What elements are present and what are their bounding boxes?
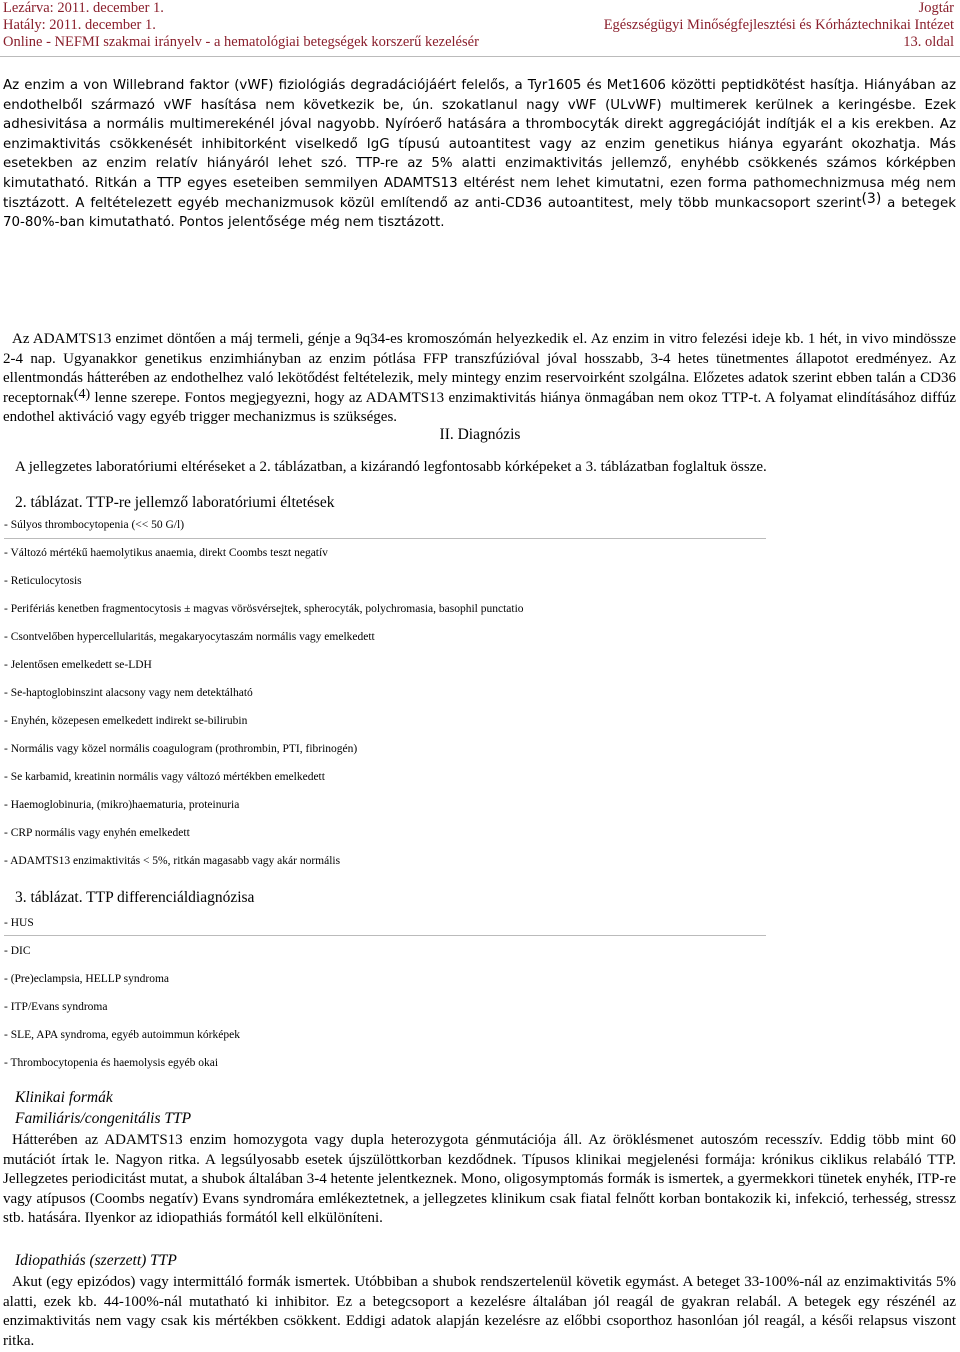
header-closed-date: Lezárva: 2011. december 1.: [3, 0, 164, 16]
table3-item: - ITP/Evans syndroma: [4, 1001, 108, 1013]
header-left: [3, 0, 479, 51]
table2-item: - ADAMTS13 enzimaktivitás < 5%, ritkán magasabb vagy akár normális: [4, 855, 341, 867]
table3-item: - HUS: [4, 917, 34, 929]
clinical-forms-heading: Klinikai formák: [15, 1089, 113, 1106]
table2-item: - Normális vagy közel normális coagulogram (prothrombin, PTI, fibrinogén): [4, 743, 358, 755]
table2-item: - Reticulocytosis: [4, 575, 82, 587]
paragraph-enzyme-function: [3, 76, 956, 233]
table3-item: - Thrombocytopenia és haemolysis egyéb okai: [4, 1057, 219, 1069]
table2-divider: [4, 538, 766, 539]
paragraph-text: Az enzim a von Willebrand faktor (vWF) fiziológiás degradációjáért felelős, a Tyr1605 és Met1606 közötti peptidkötést hasítja. Hiányában az endothelből származó vWF hasítása nem következik be, ún. szokatlanul nagy vWF (ULvWF) multimerek kerülnek a keringésbe. Ezek adhesivitása a normális multimerekénél jóval nagyobb. Nyíróerő hatására a thrombocyták direkt aggregációját indítják el a kis erekben. Az enzimaktivitás csökkenését inhibitorként viselkedő IgG típusú autoantitest vagy az enzim genetikus hiánya egyaránt okozhatja. Más esetekben az enzim relatív hiányáról lehet szó. TTP-re az 5% alatti enzimaktivitás jellemző, enyhébb csökkenés számos kórképben kimutatható. Ritkán a TTP egyes eseteiben semmilyen ADAMTS13 eltérést nem lehet kimutatni, ezen forma pathomechnizmusa még nem tisztázott. A feltételezett egyéb mechanizmusok közül említendő az anti-CD36 autoantitest, mely több munkacsoport szerint: [3, 78, 956, 211]
table3-title: 3. táblázat. TTP differenciáldiagnózisa: [15, 889, 255, 906]
paragraph-text-cont: lenne szerepe. Fontos megjegyezni, hogy az ADAMTS13 enzimaktivitás hiánya önmagában nem okoz TTP-t. A folyamat elindításához diffúz endothel aktiváció vagy egyéb trigger mechanizmus is szükséges.: [3, 389, 956, 426]
section-title: II. Diagnózis: [439, 426, 521, 443]
reference-3: (3): [861, 190, 882, 207]
paragraph-text: Az ADAMTS13 enzimet döntően a máj termeli, génje a 9q34-es kromoszómán helyezkedik el. Az enzim in vitro felezési ideje kb. 1 hét, in vivo mindössze 2-4 nap. Ugyanakkor genetikus enzimhiányban az enzim pótlása FFP transzfúzióval jóval hosszabb, 3-4 hetes tünetmentes állapotot eredményez. Az ellentmondás hátterében az endothelhez való lekötődést feltételezik, mely mintegy enzim reservoirként szolgálna. Előzetes adatok szerint ebben talán a CD36 receptornak: [3, 331, 956, 406]
table2-item: - Csontvelőben hypercellularitás, megakaryocytaszám normális vagy emelkedett: [4, 631, 375, 643]
header-divider: [0, 56, 960, 57]
table2-item: - CRP normális vagy enyhén emelkedett: [4, 827, 190, 839]
header-page-number: 13. oldal: [903, 34, 954, 50]
table3-item: - DIC: [4, 945, 31, 957]
reference-4: (4): [73, 386, 91, 402]
header-right: [604, 0, 954, 51]
table2-item: - Enyhén, közepesen emelkedett indirekt se-bilirubin: [4, 715, 248, 727]
table2-item: - Jelentősen emelkedett se-LDH: [4, 659, 152, 671]
table2-item: - Perifériás kenetben fragmentocytosis ± magvas vörösvérsejtek, spherocyták, polychromasia, basophil punctatio: [4, 603, 524, 615]
diagnosis-intro: A jellegzetes laboratóriumi eltéréseket a 2. táblázatban, a kizárandó legfontosabb kórképeket a 3. táblázatban foglaltuk össze.: [15, 459, 767, 475]
header-publisher: Jogtár: [918, 0, 954, 16]
table3-item: - SLE, APA syndroma, egyéb autoimmun kórképek: [4, 1029, 240, 1041]
table2-item: - Se karbamid, kreatinin normális vagy változó mértékben emelkedett: [4, 771, 325, 783]
table2-item: - Se-haptoglobinszint alacsony vagy nem detektálható: [4, 687, 253, 699]
table2-item: - Haemoglobinuria, (mikro)haematuria, proteinuria: [4, 799, 240, 811]
idiopathic-ttp-paragraph: Akut (egy epizódos) vagy intermittáló formák ismertek. Utóbbiban a shubok rendszertelenül követik egymást. A beteget 33-100%-nál az enzimaktivitás 5% alatti, ezek kb. 44-100%-nál mutatható ki inhibitor. Ez a betegcsoport a kezelésre általában jól reagál de gyakran relabál. A betegek egy részénél az enzimaktivitás nem vagy csak kis mértékben csökkent. Eddigi adatok alapján kezelésre az előbbi csoporthoz hasonlóan jól reagál, a késői relapsus viszont ritka.: [3, 1274, 956, 1349]
table2-title: 2. táblázat. TTP-re jellemző laboratóriumi éltetések: [15, 494, 335, 511]
table3-divider: [4, 935, 766, 936]
idiopathic-ttp-heading: Idiopathiás (szerzett) TTP: [15, 1252, 177, 1269]
paragraph-text-cont: a betegek 70-80%-ban kimutatható. Pontos jelentősége még nem tisztázott.: [3, 195, 956, 231]
paragraph-adamts13: [3, 330, 956, 428]
header-document-title: Online - NEFMI szakmai irányelv - a hematológiai betegségek korszerű kezelésér: [3, 34, 479, 50]
table2-item: - Súlyos thrombocytopenia (<< 50 G/l): [4, 519, 185, 531]
familial-ttp-paragraph: Hátterében az ADAMTS13 enzim homozygota vagy dupla heterozygota génmutációja áll. Az öröklésmenet autoszóm recesszív. Eddig több mint 60 mutációt írtak le. Nagyon ritka. A legsúlyosabb esetek újszülöttkorban kezdődnek. Típusos klinikai megjelenési formája: krónikus ciklikus relabáló TTP. Jellegzetes periodicitást mutat, a shubok általában 3-4 hetente jelentkeznek. Mono, oligosymptomás formák is ismertek, a gyermekkori tünetek enyhék, ITP-re vagy atípusos (Coombs negatív) Evans syndromára emlékeztetnek, a jellegzetes klinikum csak fiatal felnőtt korban bontakozik ki, infekció, terhesség, stressz stb. hatására. Ilyenkor az idiopathiás formától kell elkülöníteni.: [3, 1132, 956, 1227]
header-institute: Egészségügyi Minőségfejlesztési és Kórháztechnikai Intézet: [603, 17, 954, 33]
familial-ttp-heading: Familiáris/congenitális TTP: [15, 1110, 192, 1127]
table3-item: - (Pre)eclampsia, HELLP syndroma: [4, 973, 169, 985]
header-effective-date: Hatály: 2011. december 1.: [3, 17, 156, 33]
table2-item: - Változó mértékű haemolytikus anaemia, direkt Coombs teszt negatív: [4, 547, 328, 559]
